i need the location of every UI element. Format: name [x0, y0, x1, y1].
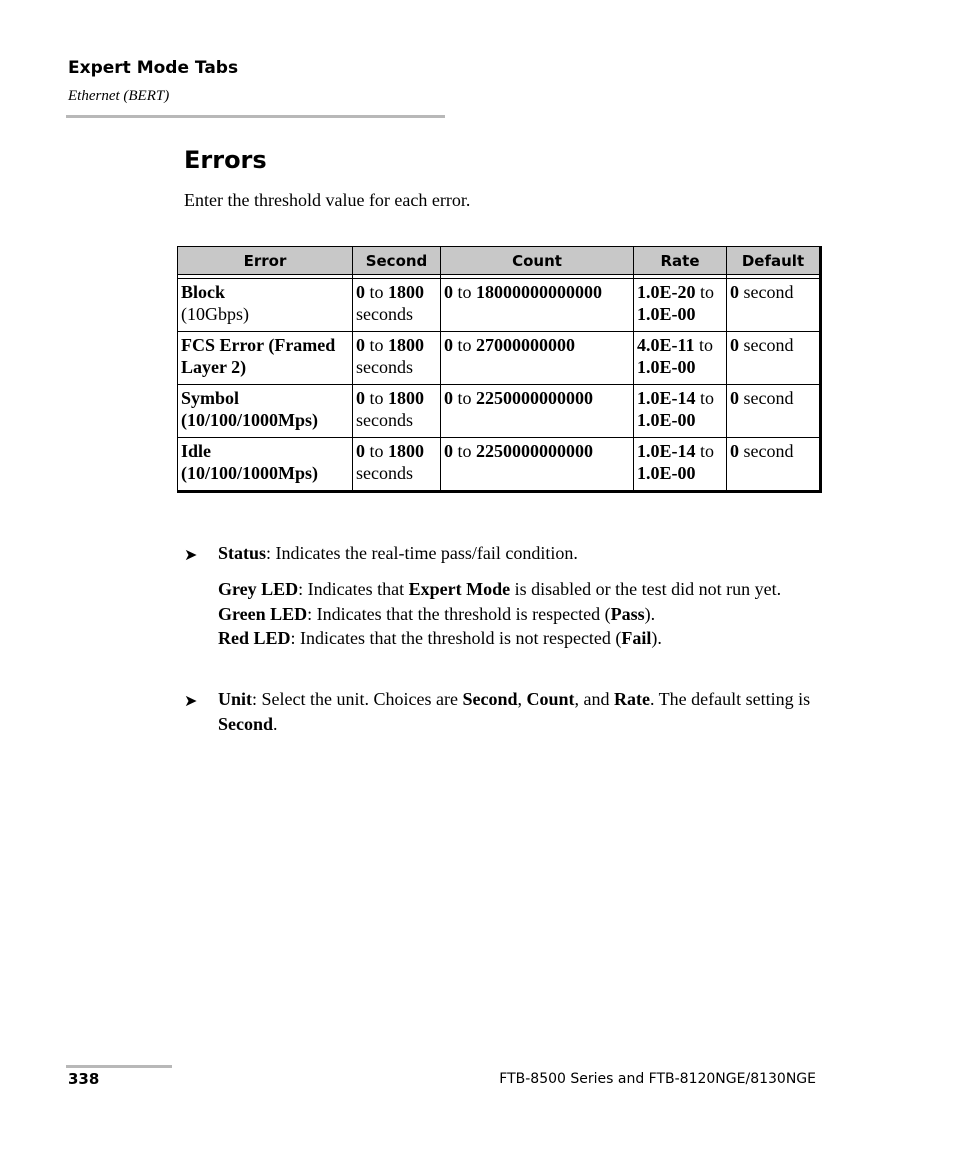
- col-header-error: Error: [178, 247, 353, 275]
- cell-second: 0 to 1800 seconds: [353, 332, 441, 385]
- table-row: [178, 332, 821, 385]
- green-led-description: Green LED: Indicates that the threshold is respected (Pass).: [218, 603, 656, 624]
- col-header-count: Count: [441, 247, 634, 275]
- cell-count: 0 to 18000000000000: [441, 279, 634, 332]
- cell-error: FCS Error (Framed Layer 2): [178, 332, 353, 385]
- cell-count: 0 to 27000000000: [441, 332, 634, 385]
- table-header-row: [178, 247, 821, 275]
- cell-second: 0 to 1800 seconds: [353, 279, 441, 332]
- bullet-arrow-icon: ➤: [184, 693, 198, 710]
- error-threshold-table: [177, 246, 820, 493]
- page-number: 338: [68, 1070, 100, 1088]
- cell-second: 0 to 1800 seconds: [353, 438, 441, 492]
- running-header-title: Expert Mode Tabs: [68, 58, 239, 78]
- led-descriptions: [218, 577, 818, 651]
- running-header-subtitle: Ethernet (BERT): [68, 88, 170, 104]
- cell-default: 0 second: [727, 279, 821, 332]
- col-header-second: Second: [353, 247, 441, 275]
- cell-rate: 1.0E-20 to 1.0E-00: [634, 279, 727, 332]
- table-row: [178, 385, 821, 438]
- red-led-description: Red LED: Indicates that the threshold is not respected (Fail).: [218, 628, 662, 648]
- cell-default: 0 second: [727, 385, 821, 438]
- grey-led-description: Grey LED: Indicates that Expert Mode is disabled or the test did not run yet.: [218, 579, 782, 599]
- table-row: [178, 438, 821, 492]
- header-divider: [66, 115, 445, 118]
- cell-count: 0 to 2250000000000: [441, 438, 634, 492]
- footer-divider: [66, 1065, 172, 1068]
- section-title: Errors: [184, 146, 267, 174]
- cell-rate: 4.0E-11 to 1.0E-00: [634, 332, 727, 385]
- status-bullet: Status: Indicates the real-time pass/fail condition.: [218, 543, 578, 563]
- cell-rate: 1.0E-14 to 1.0E-00: [634, 438, 727, 492]
- cell-default: 0 second: [727, 438, 821, 492]
- cell-error: Block (10Gbps): [178, 279, 353, 332]
- col-header-default: Default: [727, 247, 821, 275]
- cell-default: 0 second: [727, 332, 821, 385]
- footer-product-title: FTB-8500 Series and FTB-8120NGE/8130NGE: [499, 1071, 816, 1087]
- cell-count: 0 to 2250000000000: [441, 385, 634, 438]
- unit-bullet: Unit: Select the unit. Choices are Second, Count, and Rate. The default setting is Second.: [218, 689, 811, 734]
- cell-rate: 1.0E-14 to 1.0E-00: [634, 385, 727, 438]
- cell-error: Symbol (10/100/1000Mps): [178, 385, 353, 438]
- bullet-arrow-icon: ➤: [184, 547, 198, 564]
- cell-second: 0 to 1800 seconds: [353, 385, 441, 438]
- cell-error: Idle (10/100/1000Mps): [178, 438, 353, 492]
- intro-paragraph: Enter the threshold value for each error.: [184, 190, 471, 210]
- table-row: [178, 279, 821, 332]
- col-header-rate: Rate: [634, 247, 727, 275]
